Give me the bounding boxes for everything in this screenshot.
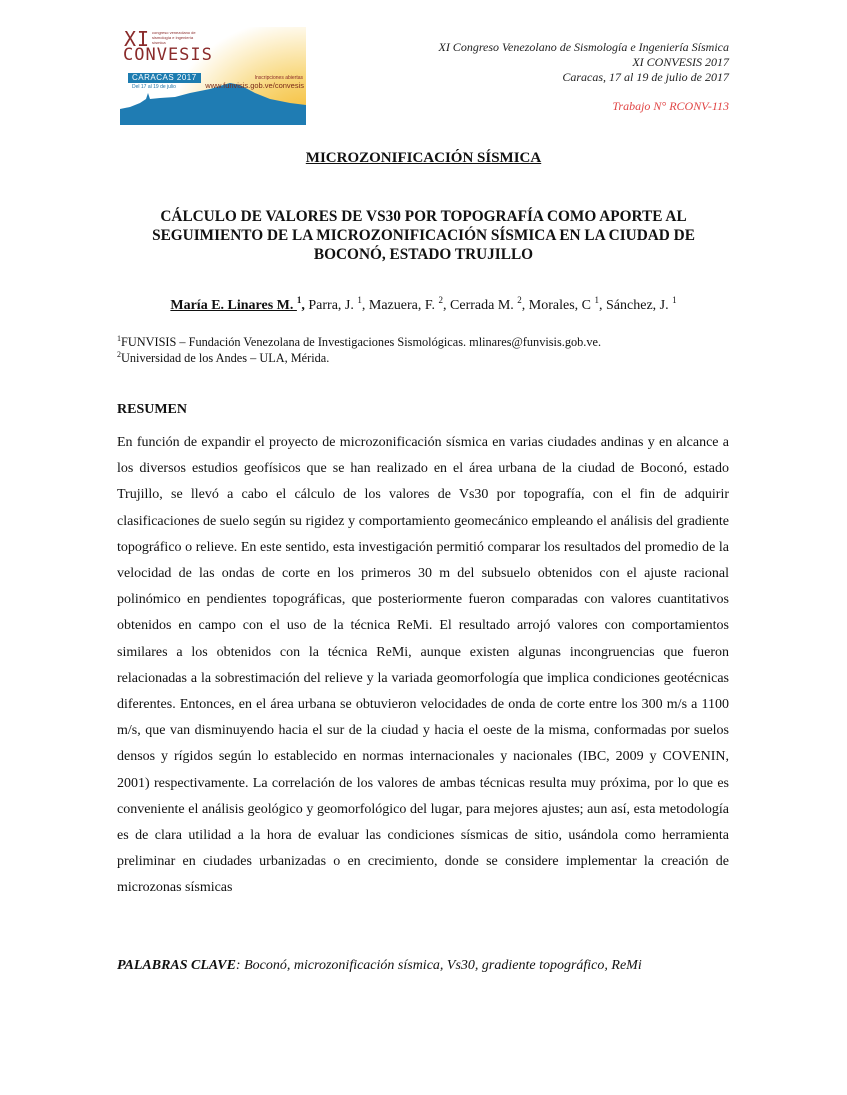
conference-header: [438, 40, 729, 114]
logo-city-year: CARACAS 2017: [128, 73, 201, 83]
convesis-logo: [120, 27, 306, 125]
affiliation-text: FUNVISIS – Fundación Venezolana de Investigaciones Sismológicas. mlinares@funvisis.gob.ve.: [121, 335, 602, 349]
conference-edition: XI CONVESIS 2017: [632, 55, 729, 69]
abstract-body: En función de expandir el proyecto de microzonificación sísmica en varias ciudades andinas y en alcance a los diversos estudios geofísicos que se han realizado en el área urbana de la ciudad de Boconó, estado Trujillo, se llevó a cabo el cálculo de los valores de Vs30 por topografía, con el fin de adquirir clasificaciones de suelo según su rigidez y comportamiento geomecánico empleando el análisis del gradiente topográfico o relieve. En este sentido, esta investigación permitió comparar los resultados del promedio de la velocidad de las ondas de corte en los primeros 30 m del subsuelo obtenidos con el ajuste racional polinómico en pendientes topográficas, que posteriormente fueron comparadas con valores cuantitativos obtenidos en campo con el uso de la técnica ReMi. El resultado arrojó valores con comportamientos similares a los obtenidos con la técnica ReMi, aunque existen algunas incongruencias que fueron relacionadas a la sobrestimación del relieve y la variada geomorfología que implica condiciones geotécnicas diferentes. Entonces, en el área urbana se obtuvieron velocidades de onda de corte entre los 300 m/s a 1100 m/s, que van disminuyendo hacia el sur de la ciudad y hacia el oeste de la misma, conformadas por suelos densos y rígidos según lo establecido en normas internacionales y nacionales (IBC, 2009 y COVENIN, 2001) respectivamente. La correlación de los valores de ambas técnicas resulta muy próxima, por lo que es conveniente el análisis geológico y geomorfológico del lugar, para mejores ajustes; aun así, esta metodología es de clara utilidad a la hora de evaluar las condiciones sísmicas de sitio, usándola como herramienta preliminar en ciudades urbanizadas o en crecimiento, donde se considere implementar la creación de microzonas sísmicas: [117, 435, 729, 896]
author-list: [0, 295, 847, 314]
logo-registration: Inscripciones abiertas: [254, 75, 303, 81]
paper-title: CÁLCULO DE VALORES DE VS30 POR TOPOGRAFÍA COMO APORTE AL SEGUIMIENTO DE LA MICROZONIFICACIÓN SÍSMICA EN LA CIUDAD DE BOCONÓ, ESTADO TRUJILLO: [152, 208, 695, 263]
author-affiliation: 2: [438, 295, 444, 305]
logo-numeral: XI: [124, 27, 151, 51]
paper-number: Trabajo N° RCONV-113: [612, 99, 729, 113]
keywords: [117, 958, 642, 974]
author-separator: ,: [301, 298, 309, 313]
author-affiliation: 1: [357, 295, 362, 305]
affiliation-text: Universidad de los Andes – ULA, Mérida.: [121, 351, 330, 365]
author-name: María E. Linares M.: [170, 298, 297, 313]
author-affiliation: 1: [594, 295, 600, 305]
affiliation-item: [117, 350, 601, 366]
logo-url: www.funvisis.gob.ve/convesis: [205, 81, 304, 90]
author-name: Morales, C: [528, 298, 595, 313]
author-name: Cerrada M.: [450, 298, 518, 313]
author-separator: ,: [443, 298, 451, 313]
logo-name: CONVESIS: [123, 45, 213, 65]
keywords-label: PALABRAS CLAVE: [117, 958, 236, 973]
affiliation-number: 2: [117, 350, 121, 359]
affiliation-number: 1: [117, 334, 121, 343]
logo-subtitle: congreso venezolano de sismología e ingeniería sísmica: [152, 30, 196, 45]
affiliations: [117, 334, 601, 366]
author-affiliation: 1: [296, 295, 302, 305]
affiliation-item: [117, 334, 601, 350]
author-separator: ,: [521, 298, 529, 313]
logo-dates: Del 17 al 19 de julio: [132, 84, 176, 90]
section-title-text: MICROZONIFICACIÓN SÍSMICA: [305, 150, 542, 166]
author-name: Mazuera, F.: [368, 298, 439, 313]
author-name: Sánchez, J.: [606, 298, 673, 313]
author-affiliation: 1: [672, 295, 677, 305]
author-name: Parra, J.: [308, 298, 358, 313]
conference-date: Caracas, 17 al 19 de julio de 2017: [562, 70, 729, 84]
abstract-heading: RESUMEN: [117, 402, 188, 417]
author-separator: ,: [599, 298, 607, 313]
author-affiliation: 2: [517, 295, 522, 305]
conference-name: XI Congreso Venezolano de Sismología e Ingeniería Sísmica: [438, 40, 729, 54]
author-separator: ,: [361, 298, 369, 313]
keywords-text: : Boconó, microzonificación sísmica, Vs30, gradiente topográfico, ReMi: [235, 958, 642, 973]
section-title: [0, 150, 847, 167]
